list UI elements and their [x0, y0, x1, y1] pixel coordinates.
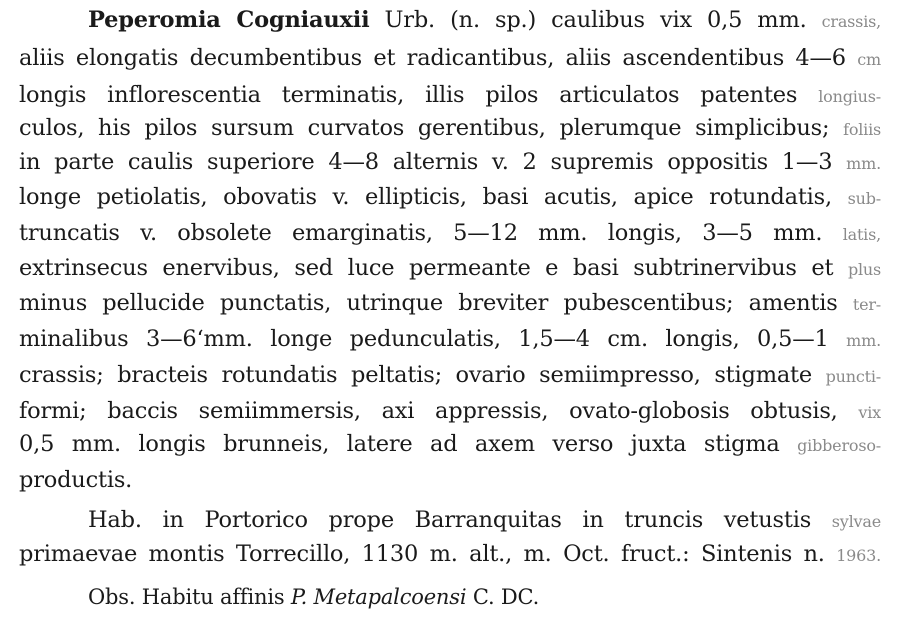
habitat-line-2: primaevae montis Torrecillo, 1130 m. alt., m. Oct. fruct.: Sintenis n. 1963.: [19, 541, 882, 567]
description-line-11: crassis; bracteis rotundatis peltatis; ovario semiimpresso, stigmate puncti-: [19, 362, 882, 388]
description-line-2: aliis elongatis decumbentibus et radicantibus, aliis ascendentibus 4—6 cm: [19, 45, 881, 71]
description-line-4: culos, his pilos sursum curvatos gerentibus, plerumque simplicibus; foliis: [19, 115, 882, 141]
species-name: Peperomia Cogniauxii: [88, 7, 370, 33]
species-reference: P. Metapalcoensi: [290, 585, 467, 609]
description-line-6: longe petiolatis, obovatis v. ellipticis, basi acutis, apice rotundatis, sub-: [19, 184, 881, 210]
document-page: [19, 0, 881, 625]
habitat-line-1: Hab. in Portorico prope Barranquitas in truncis vetustis sylvae: [88, 507, 881, 533]
description-line-9: minus pellucide punctatis, utrinque breviter pubescentibus; amentis ter-: [19, 290, 881, 316]
description-line-13: 0,5 mm. longis brunneis, latere ad axem verso juxta stigma gibberoso-: [19, 431, 881, 457]
description-line-8: extrinsecus enervibus, sed luce permeante e basi subtrinervibus et plus: [19, 255, 882, 281]
description-line-1: Peperomia Cogniauxii Urb. (n. sp.) caulibus vix 0,5 mm. crassis,: [88, 7, 882, 33]
description-line-5: in parte caulis superiore 4—8 alternis v. 2 supremis oppositis 1—3 mm.: [19, 149, 882, 175]
description-line-10: minalibus 3—6‘mm. longe pedunculatis, 1,5—4 cm. longis, 0,5—1 mm.: [19, 326, 882, 352]
description-line-3: longis inflorescentia terminatis, illis pilos articulatos patentes longius-: [19, 82, 882, 108]
observation-line: Obs. Habitu affinis P. Metapalcoensi C. DC.: [88, 585, 540, 609]
description-line-14: productis.: [19, 467, 133, 493]
description-line-7: truncatis v. obsolete emarginatis, 5—12 mm. longis, 3—5 mm. latis,: [19, 220, 881, 246]
description-line-12: formi; baccis semiimmersis, axi appressis, ovato-globosis obtusis, vix: [19, 398, 882, 424]
